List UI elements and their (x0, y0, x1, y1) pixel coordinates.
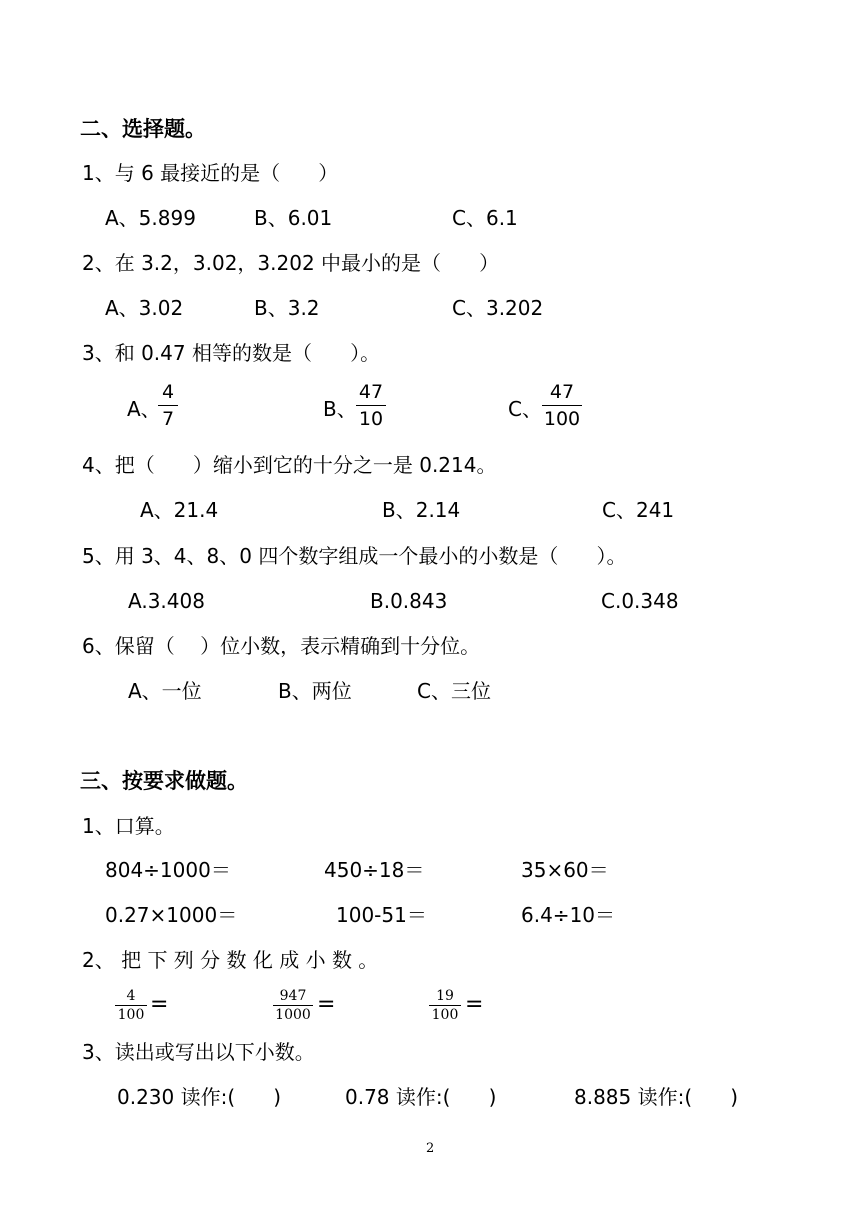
q4-option-b: B、2.14 (382, 498, 461, 522)
fraction-numerator: 947 (279, 988, 307, 1004)
fraction-numerator: 19 (436, 988, 454, 1004)
s3-question-3-stem: 3、读出或写出以下小数。 (82, 1040, 315, 1064)
section-2-title: 二、选择题。 (80, 117, 206, 141)
fraction-numerator: 47 (549, 381, 575, 403)
q5-option-a: A.3.408 (128, 589, 205, 613)
mental-math-item: 100-51＝ (336, 903, 427, 927)
equals-sign: = (150, 992, 169, 1017)
fraction-bar (542, 405, 582, 406)
fraction-numerator: 4 (126, 988, 136, 1004)
question-6-stem: 6、保留（ ）位小数，表示精确到十分位。 (82, 634, 481, 658)
question-4-stem: 4、把（ ）缩小到它的十分之一是 0.214。 (82, 453, 497, 477)
q3-option-a-label: A、 (127, 397, 161, 421)
q3-option-c-fraction (542, 381, 582, 430)
read-decimal-item: 0.230 读作:( ) (117, 1085, 282, 1109)
mental-math-item: 0.27×1000＝ (105, 903, 238, 927)
mental-math-item: 804÷1000＝ (105, 858, 231, 882)
equals-sign: = (465, 992, 484, 1017)
mental-math-item: 35×60＝ (521, 858, 609, 882)
q5-option-c: C.0.348 (601, 589, 679, 613)
s3-question-2-stem: 2、 把 下 列 分 数 化 成 小 数 。 (82, 948, 379, 972)
q3-option-a-fraction (158, 381, 178, 430)
question-2-stem: 2、在 3.2，3.02，3.202 中最小的是（ ） (82, 251, 500, 275)
q5-option-b: B.0.843 (370, 589, 448, 613)
fraction-bar (158, 405, 178, 406)
fraction-bar (356, 405, 386, 406)
q4-option-a: A、21.4 (140, 498, 219, 522)
fraction-denominator: 10 (358, 408, 384, 430)
fraction-bar (115, 1005, 147, 1006)
s3-question-1-stem: 1、口算。 (82, 814, 175, 838)
q3-option-b-fraction (356, 381, 386, 430)
mental-math-item: 6.4÷10＝ (521, 903, 616, 927)
q6-option-b: B、两位 (278, 679, 352, 703)
q6-option-a: A、一位 (128, 679, 202, 703)
page-number: 2 (426, 1141, 435, 1156)
q1-option-c: C、6.1 (452, 206, 518, 230)
read-decimal-item: 0.78 读作:( ) (345, 1085, 497, 1109)
fraction-3 (429, 988, 461, 1023)
q4-option-c: C、241 (602, 498, 675, 522)
q3-option-b-label: B、 (323, 397, 357, 421)
fraction-numerator: 47 (358, 381, 384, 403)
q3-option-c-label: C、 (508, 397, 542, 421)
equals-sign: = (317, 992, 336, 1017)
fraction-denominator: 100 (543, 408, 581, 430)
q2-option-c: C、3.202 (452, 296, 544, 320)
fraction-1 (115, 988, 147, 1023)
q1-option-a: A、5.899 (105, 206, 196, 230)
fraction-2 (273, 988, 313, 1023)
q2-option-b: B、3.2 (254, 296, 320, 320)
q6-option-c: C、三位 (417, 679, 491, 703)
q1-option-b: B、6.01 (254, 206, 333, 230)
question-1-stem: 1、与 6 最接近的是（ ） (82, 161, 339, 185)
question-3-stem: 3、和 0.47 相等的数是（ ）。 (82, 341, 381, 365)
fraction-denominator: 100 (117, 1007, 145, 1023)
mental-math-item: 450÷18＝ (324, 858, 425, 882)
fraction-denominator: 100 (431, 1007, 459, 1023)
fraction-bar (273, 1005, 313, 1006)
q2-option-a: A、3.02 (105, 296, 184, 320)
fraction-denominator: 1000 (275, 1007, 311, 1023)
question-5-stem: 5、用 3、4、8、0 四个数字组成一个最小的小数是（ ）。 (82, 544, 627, 568)
fraction-denominator: 7 (161, 408, 175, 430)
section-3-title: 三、按要求做题。 (80, 769, 248, 793)
fraction-bar (429, 1005, 461, 1006)
read-decimal-item: 8.885 读作:( ) (574, 1085, 739, 1109)
fraction-numerator: 4 (161, 381, 175, 403)
